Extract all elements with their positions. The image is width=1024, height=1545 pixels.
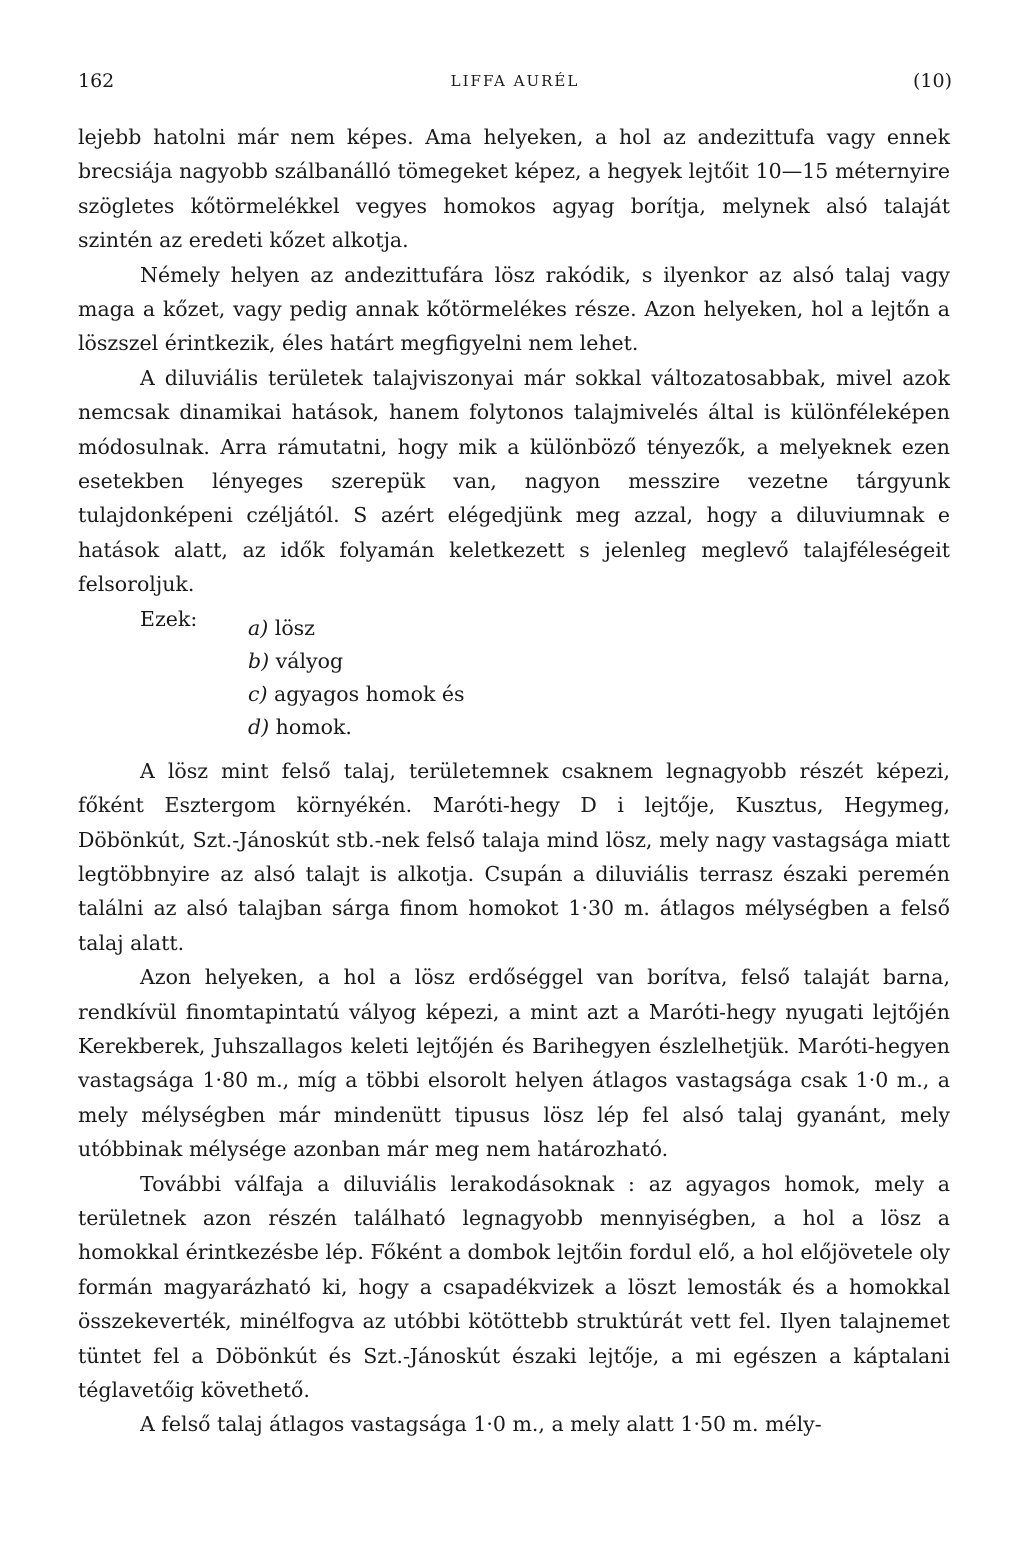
- soil-types-list: [78, 602, 950, 740]
- page-number: 162: [78, 70, 115, 92]
- paragraph: A diluviális területek talajviszonyai már sokkal változatosabbak, mivel azok nemcsak dinamikai hatások, hanem folytonos talajmivelés által is különféleképen módosulnak. Arra rámutatni, hogy mik a különböző tényezők, a melyeknek ezen esetekben lényeges szerepük van, nagyon messzire vezetne tárgyunk tulajdonképeni czéljától. S azért elégedjünk meg azzal, hogy a diluviumnak e hatások alatt, az idők folyamán keletkezett s jelenleg meglevő talajféleségeit felsoroljuk.: [78, 365, 950, 597]
- list-lead: Ezek:: [140, 606, 198, 631]
- paragraph: lejebb hatolni már nem képes. Ama helyeken, a hol az andezittufa vagy ennek brecsiája nagyobb szálbanálló tömegeket képez, a hegyek lejtőit 10—15 méternyire szögletes kőtörmelékkel vegyes homokos agyag borítja, melynek alsó talaját szintén az eredeti kőzet alkotja.: [78, 125, 950, 253]
- paragraph: További válfaja a diluviális lerakodásoknak : az agyagos homok, mely a területnek azon részén található legnagyobb mennyiségben, a hol a lösz a homokkal érintkezésbe lép. Főként a dombok lejtőin fordul elő, a hol előjövetele oly formán magyarázható ki, hogy a csapadékvizek a löszt lemosták és a homokkal összekeverték, minélfogva az utóbbi kötöttebb struktúrát vett fel. Ilyen talajnemet tüntet fel a Döbönkút és Szt.-Jánoskút északi lejtője, a mi egészen a káptalani téglavetőig követhető.: [78, 1171, 950, 1402]
- paragraph: A lösz mint felső talaj, területemnek csaknem legnagyobb részét képezi, főként Esztergom környékén. Maróti-hegy D i lejtője, Kusztus, Hegymeg, Döbönkút, Szt.-Jánoskút stb.-nek felső talaja mind lösz, mely nagy vastagsága miatt legtöbbnyire az alsó talajt is alkotja. Csupán a diluviális terrasz északi peremén találni az alsó talajban sárga finom homokot 1·30 m. átlagos mélységben a felső talaj alatt.: [78, 758, 950, 955]
- running-header: [78, 70, 952, 100]
- list-item: c) agyagos homok és: [248, 681, 465, 706]
- list-item: a) lösz: [248, 615, 315, 640]
- list-item: d) homok.: [248, 714, 352, 739]
- paragraph: Némely helyen az andezittufára lösz rakódik, s ilyenkor az alsó talaj vagy maga a kőzet, vagy pedig annak kőtörmelékes része. Azon helyeken, hol a lejtőn a löszszel érintkezik, éles határt megfigyelni nem lehet.: [78, 262, 950, 356]
- body-text: [78, 120, 950, 1442]
- paragraph: A felső talaj átlagos vastagsága 1·0 m., a mely alatt 1·50 m. mély-: [140, 1412, 822, 1437]
- section-number: (10): [912, 70, 952, 92]
- paragraph: Azon helyeken, a hol a lösz erdőséggel van borítva, felső talaját barna, rendkívül finomtapintatú vályog képezi, a mint azt a Maróti-hegy nyugati lejtőjén Kerekberek, Juhszallagos keleti lejtőjén és Barihegyen észlelhetjük. Maróti-hegyen vastagsága 1·80 m., míg a többi elsorolt helyen átlagos vastagsága csak 1·0 m., a mely mélységben már mindenütt tipusus lösz lép fel alsó talaj gyanánt, mely utóbbinak mélysége azonban már meg nem határozható.: [78, 965, 950, 1162]
- running-title-author: LIFFA AURÉL: [450, 72, 580, 90]
- list-item: b) vályog: [248, 648, 344, 673]
